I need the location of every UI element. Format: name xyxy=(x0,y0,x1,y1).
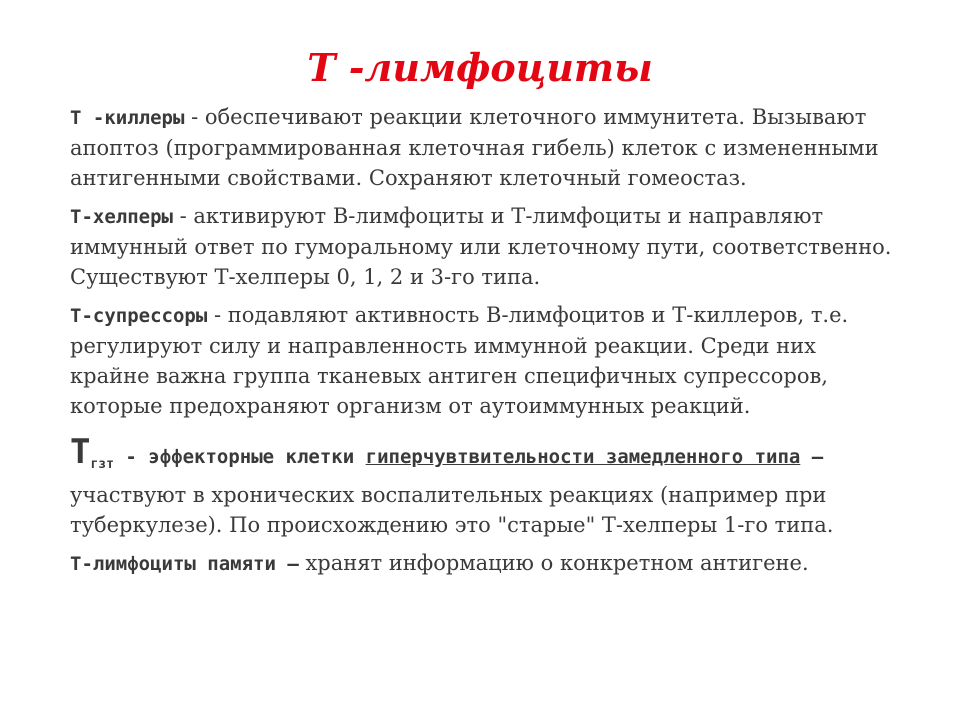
dth-letter: Т xyxy=(70,432,91,472)
term-dth-underlined: гиперчувтвительности замедленного типа xyxy=(365,446,801,468)
text-killers: - обеспечивают реакции клеточного иммунитета. Вызывают апоптоз (программированная клеточная гибель) клеток с измененными антигенными свойствами. Сохраняют клеточный гомеостаз. xyxy=(70,105,879,190)
paragraph-helpers xyxy=(70,201,900,292)
text-dth: участвуют в хронических воспалительных реакциях (например при туберкулезе). По происхождению это "старые" Т-хелперы 1-го типа. xyxy=(70,483,834,537)
paragraph-memory xyxy=(70,548,900,579)
term-dth-plain: - эффекторные клетки xyxy=(113,446,366,468)
term-suppressors: Т-супрессоры xyxy=(70,305,208,327)
term-killers: Т -киллеры xyxy=(70,107,185,129)
content-body xyxy=(70,102,900,587)
term-dth-dash: – xyxy=(800,446,824,468)
paragraph-killers xyxy=(70,102,900,193)
paragraph-suppressors xyxy=(70,300,900,421)
text-suppressors: - подавляют активность В-лимфоцитов и Т-киллеров, т.е. регулируют силу и направленность иммунной реакции. Среди них крайне важна группа тканевых антиген специфичных супрессоров, которые предохраняют организм от аутоиммунных реакций. xyxy=(70,303,849,418)
term-helpers: Т-хелперы xyxy=(70,206,173,228)
text-memory: хранят информацию о конкретном антигене. xyxy=(298,551,809,575)
dth-subscript: гзт xyxy=(90,457,114,472)
page-title: Т -лимфоциты xyxy=(307,45,653,90)
term-memory: Т-лимфоциты памяти – xyxy=(70,553,299,575)
text-helpers: - активируют В-лимфоциты и Т-лимфоциты и направляют иммунный ответ по гуморальному или клеточному пути, соответственно. Существуют Т-хелперы 0, 1, 2 и 3-го типа. xyxy=(70,204,892,289)
paragraph-dth xyxy=(70,432,900,540)
